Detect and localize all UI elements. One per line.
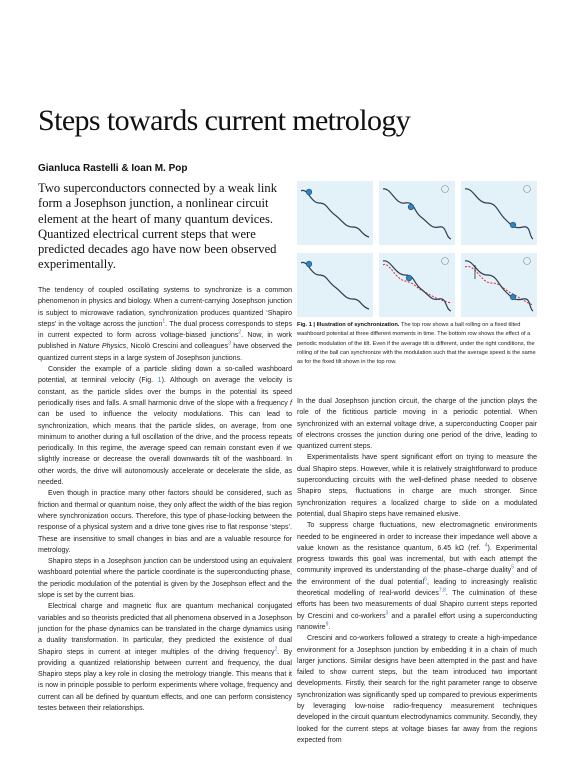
reference-link[interactable]: 6 (424, 576, 427, 583)
body-text: Shapiro steps in a Josephson junction can be understood using an equivalent washboard potential where the particle coordinate is the superconducting phase, the periodic modulation of the potential is given by the Josephson effect and the slope is set by the current bias. (38, 558, 292, 600)
body-text: can be used to influence the velocity modulations. This can lead to synchronization, which means that the particle slides, on average, from one minimum to another during a full oscillation of the drive, and the process repeats periodically. In this regime, the average speed can remain constant even if we slightly increase or decrease the overall downwards tilt of the washboard. In other words, the drive will autonomously accelerate or decelerate the slide, as needed. (38, 411, 292, 487)
reference-link[interactable]: 3 (228, 341, 231, 348)
reference-link[interactable]: 5 (511, 565, 514, 572)
body-paragraph (38, 601, 292, 714)
body-paragraph (297, 633, 537, 746)
clock-icon (442, 258, 449, 265)
body-text: ). Although on average the velocity is constant, as the particle slides over the bumps in the potential its speed periodically rises and falls. A small harmonic drive of the slope with a frequency (38, 377, 293, 407)
body-text: The tendency of coupled oscillating systems to synchronize is a common phenomenon in physics and biology. When a current-carrying Josephson junction is subject to microwave radiation, synchronization produces quantized ‘Shapiro steps’ in the voltage across the junction (38, 287, 292, 328)
body-text: and of the environment of the dual potential (297, 567, 537, 586)
body-paragraph (297, 520, 537, 633)
figure-panel-bottom-1 (297, 253, 373, 317)
body-text: and a parallel effort using a superconducting nanowire (297, 612, 537, 631)
body-text: Crescini and co-workers followed a strategy to create a high-impedance environment for a Josephson junction by embedding it in a chain of much larger junctions. Similar designs have been attempted in the past and have failed to show current steps, but the team introduced two important developments. Firstly, their search for the right parameter range to observe synchronization was significantly sped up compared to previous experiments by leveraging low-noise radio-frequency measurement techniques developed in the circuit quantum electrodynamics community. Secondly, they looked for the current steps at voltage biases far away from the regions expected from (297, 635, 537, 744)
ball-icon (406, 275, 412, 281)
article-title: Steps towards current metrology (38, 104, 411, 137)
figure-panel-top-2 (379, 181, 455, 245)
body-text: ). Experimental progress towards this goal was incremental, but with each attempt the community improved its understanding of the phase–charge duality (297, 544, 538, 575)
washboard-diagram (297, 181, 373, 245)
body-paragraph (38, 488, 292, 556)
figure-panel-top-1 (297, 181, 373, 245)
ball-icon (408, 204, 414, 210)
right-column-body (297, 396, 537, 746)
article-standfirst: Two superconductors connected by a weak link form a Josephson junction, a nonlinear circuit element at the heart of many quantum devices. Quantized electrical current steps that were predicted decades ago have now been observed experimentally. (38, 181, 278, 272)
clock-icon (524, 186, 531, 193)
washboard-diagram (379, 181, 455, 245)
washboard-diagram (379, 253, 455, 317)
washboard-diagram (461, 181, 537, 245)
body-text: . Now, in work published in (38, 332, 292, 351)
italic-text: Nature Physics (78, 343, 127, 351)
article-authors: Gianluca Rastelli & Ioan M. Pop (38, 163, 188, 174)
body-text: . (328, 623, 331, 631)
washboard-diagram (297, 253, 373, 317)
body-paragraph (297, 396, 537, 452)
reference-link[interactable]: 4 (484, 542, 488, 549)
reference-link[interactable]: 2 (274, 646, 278, 653)
washboard-diagram (461, 253, 537, 317)
figure-caption (297, 321, 537, 367)
clock-icon (524, 258, 531, 265)
figure-panel-bottom-3 (461, 253, 537, 317)
figure-caption-text: The top row shows a ball rolling on a fixed tilted washboard potential at three different moments in time. The bottom row shows the effect of a periodic modulation of the tilt. Even if the average tilt is different, under the right conditions, the rolling of the ball can synchronize with the modulation such that the average speed is the same as for the fixed tilt shown in the top row. (297, 322, 536, 366)
reference-link[interactable]: 3 (385, 610, 389, 617)
italic-text: f (290, 399, 292, 407)
reference-link[interactable]: 9 (325, 621, 329, 628)
body-text: Consider the example of a particle sliding down a so-called washboard potential, at terminal velocity (Fig. (38, 366, 292, 385)
body-text: , leading to increasingly realistic theoretical modelling of real-world devices (297, 578, 537, 598)
ball-icon (510, 222, 516, 228)
ball-icon (306, 261, 312, 267)
reference-link[interactable]: 7,8 (438, 587, 446, 594)
body-text: . The dual process corresponds to steps in current expected to form across voltage-biased junctions (38, 320, 292, 340)
body-text: . The culmination of these efforts has been two measurements of dual Shapiro current steps reported by Crescini and co-workers (297, 590, 537, 620)
figure-link[interactable]: 1 (157, 377, 162, 385)
left-column-body (38, 285, 292, 714)
body-text: To suppress charge fluctuations, new electromagnetic environments needed to be engineered in order to increase their impedance well above a value known as the resistance quantum, 6.45 kΩ (ref. (297, 522, 537, 552)
body-text: , Nicolò Crescini and colleagues (126, 343, 229, 351)
reference-link[interactable]: 2 (238, 329, 242, 336)
body-text: Even though in practice many other factors should be considered, such as friction and thermal or quantum noise, they only affect the width of the bias region where synchronization occurs. Therefore, this type of phase-locking between the response of a physical system and a drive tone gives rise to flat response ‘steps’. These are insensitive to small changes in bias and are a valuable resource for metrology. (38, 490, 292, 554)
body-paragraph (38, 285, 292, 364)
figure-panel-bottom-2 (379, 253, 455, 317)
body-text: Electrical charge and magnetic flux are quantum mechanical conjugated variables and so theorists predicted that all phenomena observed in a Josephson junction for the phase dynamics can be translated in the charge dynamics using a duality transformation. In particular, they predicted the existence of dual Shapiro steps in current at integer multiples of the driving frequency (38, 603, 292, 656)
figure-caption-label: Fig. 1 | Illustration of synchronization. (297, 322, 400, 328)
body-paragraph (38, 364, 292, 488)
ball-icon (510, 294, 516, 300)
reference-link[interactable]: 1 (162, 318, 166, 325)
figure-1 (297, 181, 537, 319)
figure-panel-top-3 (461, 181, 537, 245)
body-text: . By providing a quantized relationship between current and frequency, the dual Shapiro steps play a key role in closing the metrology triangle. This means that it is now in principle possible to perform experiments where voltage, frequency and current can all be defined by quantum effects, and one can perform consistency testes between their relationships. (38, 648, 292, 712)
body-text: Experimentalists have spent significant effort on trying to measure the dual Shapiro steps. However, while it is relatively straightforward to produce superconducting circuits with the well-defined phase needed to observe Shapiro steps, fluctuations in charge are much stronger. Since synchronization requires a localized charge to slide on a modulated potential, dual Shapiro steps have remained elusive. (297, 454, 537, 518)
body-paragraph (38, 556, 292, 601)
body-paragraph (297, 452, 537, 520)
body-text: In the dual Josephson junction circuit, the charge of the junction plays the role of the fictitious particle moving in a periodic potential. When synchronized with an external voltage drive, a superconducting Cooper pair of electrons crosses the junction during one period of the drive, leading to quantized current steps. (297, 398, 537, 451)
body-text: have observed the quantized current steps in a large system of Josephson junctions. (38, 343, 292, 362)
ball-icon (306, 189, 312, 195)
clock-icon (442, 186, 449, 193)
